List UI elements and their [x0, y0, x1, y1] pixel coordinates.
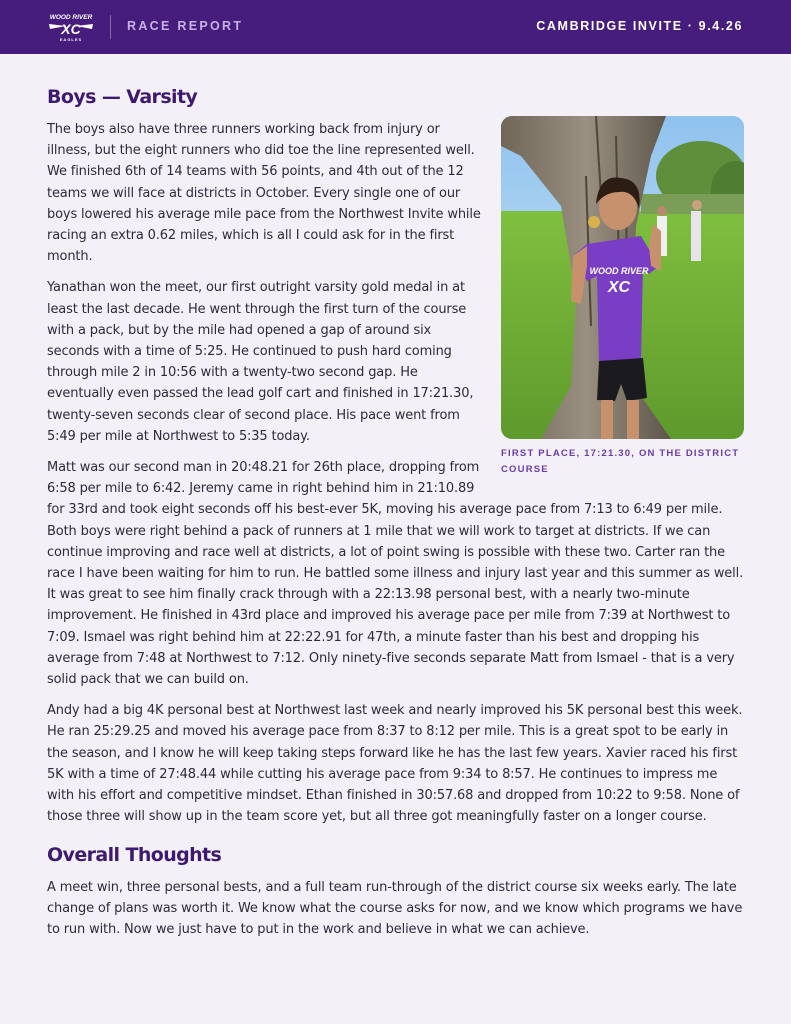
paragraph: The boys also have three runners working back from injury or illness, but the eight runners who did toe the line represented well. We finished 6th of 14 teams with 56 points, and 4th out of the 12 teams we will face at districts in October. Every single one of our boys lowered his average mile pace from the Northwest Invite while racing an extra 0.62 miles, which is all I could ask for in the first month. — [47, 122, 481, 265]
paragraph: A meet win, three personal bests, and a full team run-through of the district course six weeks early. The late change of plans was worth it. We know what the course asks for now, and we know which programs we have to run with. Now we just have to put in the work and believe in what we can achieve. — [47, 879, 743, 937]
svg-text:EAGLES: EAGLES — [59, 37, 83, 42]
photo-caption: FIRST PLACE, 17:21.30, ON THE DISTRICT COURSE — [501, 448, 740, 475]
header-divider — [110, 15, 111, 39]
svg-text:XC: XC — [61, 21, 81, 37]
header-bar — [0, 0, 791, 54]
paragraph: Yanathan won the meet, our first outright varsity gold medal in at least the last decade. He went through the first turn of the course with a pack, but by the mile had opened a gap of around six seconds with a time of 5:25. He continued to push hard coming through mile 2 in 10:56 with a twenty-two second gap. He eventually even passed the lead golf cart and finished in 17:21.30, twenty-seven seconds clear of second place. His pace went from 5:49 per mile at Northwest to 5:35 today. — [47, 280, 474, 444]
header-meet-label: CAMBRIDGE INVITE · 9.4.26 — [536, 19, 743, 33]
section-heading-boys-varsity: Boys — Varsity — [47, 86, 198, 108]
header-section-label: RACE REPORT — [127, 19, 244, 33]
section-heading-overall-thoughts: Overall Thoughts — [47, 843, 222, 866]
svg-text:WOOD RIVER: WOOD RIVER — [589, 266, 649, 276]
svg-text:WOOD RIVER: WOOD RIVER — [49, 14, 93, 21]
paragraph: Andy had a big 4K personal best at Northwest last week and nearly improved his 5K personal best this week. He ran 25:29.25 and moved his average pace from 8:37 to 8:12 per mile. This is a great spot to be early in the season, and I know he will keep taking steps forward like he has the last few years. Xavier raced his first 5K with a time of 27:48.44 while cutting his average pace from 9:34 to 8:57. He continues to impress me with his effort and competitive mindset. Ethan finished in 30:57.68 and dropped from 10:22 to 9:58. None of those three will show up in the team score yet, but all three got meaningfully faster on a longer course. — [47, 703, 743, 825]
team-logo — [46, 12, 96, 42]
photo-figure — [501, 116, 744, 478]
svg-text:XC: XC — [607, 279, 631, 296]
article-content — [47, 84, 747, 950]
paragraph: Matt was our second man in 20:48.21 for 26th place, dropping from 6:58 per mile to 6:42. Jeremy came in right behind him in 21:10.89 for 33rd and took eight seconds off his best-ever 5K, moving his average pace from 7:13 to 6:49 per mile. Both boys were right behind a pack of runners at 1 mile that we will work to target at districts. If we can continue improving and race well at districts, a lot of point swing is possible with these two. Carter ran the race I have been waiting for him to run. He battled some illness and injury last year and this summer as well. It was great to see him finally crack through with a 22:13.98 personal best, with a nearly two-minute improvement. He finished in 43rd place and improved his average pace per mile from 7:39 at Northwest to 7:09. Ismael was right behind him at 22:22.91 for 47th, a minute faster than his best and dropping his average from 7:48 at Northwest to 7:12. Only ninety-five seconds separate Matt from Ismael - that is a very solid pack that we can build on. — [47, 460, 744, 688]
runner-photo — [501, 116, 744, 439]
